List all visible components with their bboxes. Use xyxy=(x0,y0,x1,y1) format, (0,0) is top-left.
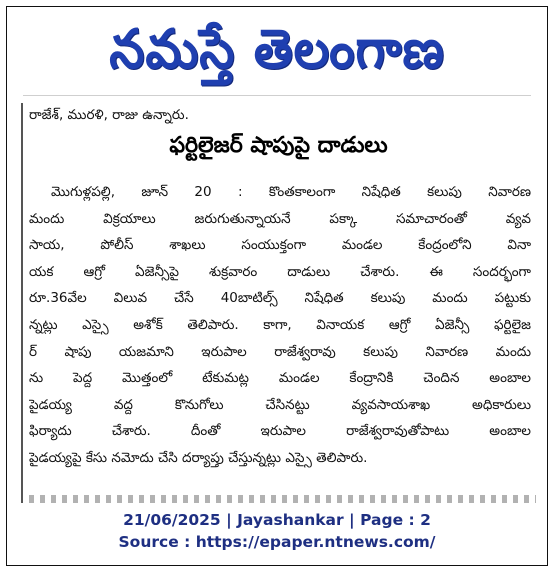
masthead xyxy=(7,7,547,91)
article-body-line: పైడయ్య వద్ద కొనుగోలు చేసినట్టు వ్యవసాయశాఖ అధికారులు xyxy=(29,396,531,413)
article-body-line: పైడయ్యపై కేసు నమోదు చేసి దర్యాప్తు చేస్తున్నట్లు ఎస్సై తెలిపారు. xyxy=(29,449,368,466)
previous-article-tail: రాజేశ్, మురళి, రాజు ఉన్నారు. xyxy=(29,107,189,123)
article-body-line: ఫిర్యాదు చేశారు. దీంతో ఇరుపాల రాజేశ్వరావుతోపాటు అంబాల xyxy=(29,423,531,440)
article-body-line: మొగుళ్లపల్లి, జూన్ 20 : కొంతకాలంగా నిషేధిత కలుపు నివారణ xyxy=(51,184,531,200)
source-link[interactable]: Source : https://epaper.ntnews.com/ xyxy=(118,533,436,551)
masthead-divider xyxy=(23,95,531,96)
clipping-frame xyxy=(6,6,548,566)
clipping-footer xyxy=(7,509,547,553)
article-body-line: రూ.36వేల విలువ చేసే 40బాటిల్స్ నిషేధిత కలుపు మందు పట్టుకు xyxy=(29,290,531,307)
article-body-line: న్నట్లు ఎస్సై అశోక్ తెలిపారు. కాగా, వినాయక ఆగ్రో ఏజెన్సీ ఫర్టిలైజ xyxy=(29,316,531,333)
clipping-cut-edge xyxy=(29,495,536,503)
clipping-edge xyxy=(21,103,23,503)
article-headline: ఫర్టిలైజర్ షాపుపై దాడులు xyxy=(169,133,388,158)
article-body-line: సాయ, పోలీస్ శాఖలు సంయుక్తంగా మండల కేంద్రంలోని వినా xyxy=(29,237,531,254)
article-body-line: ను పెద్ద మొత్తంలో టేకుమట్ల మండల కేంద్రానికి చెందిన అంబాల xyxy=(29,370,531,387)
newspaper-logo: నమస్తే తెలంగాణ xyxy=(109,17,445,81)
article-clipping xyxy=(21,103,536,503)
article-body xyxy=(29,179,531,472)
article-body-line: ర్ షాపు యజమాని ఇరుపాల రాజేశ్వరావు కలుపు నివారణ మందు xyxy=(29,343,531,360)
edition-info: 21/06/2025 | Jayashankar | Page : 2 xyxy=(123,511,431,529)
article-body-line: మందు విక్రయాలు జరుగుతున్నాయనే పక్కా సమాచారంతో వ్యవ xyxy=(29,210,531,227)
article-body-line: యక ఆగ్రో ఏజెన్సీపై శుక్రవారం దాడులు చేశారు. ఈ సందర్భంగా xyxy=(29,263,531,280)
